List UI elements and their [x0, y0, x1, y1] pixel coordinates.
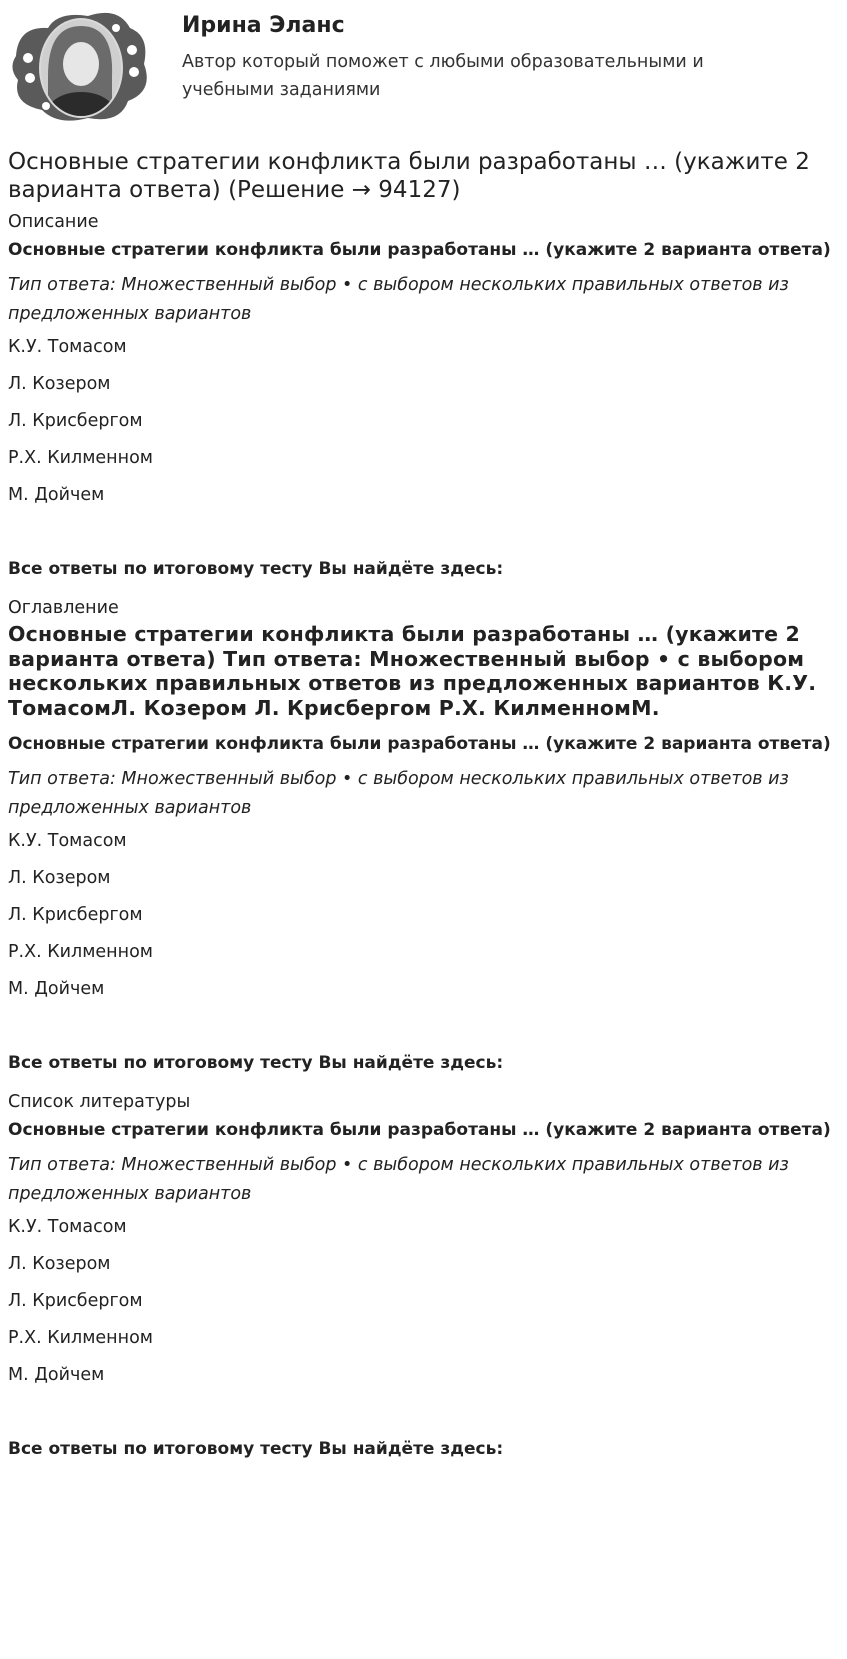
answer-option: К.У. Томасом — [8, 1217, 127, 1237]
answer-option: К.У. Томасом — [8, 337, 127, 357]
section-label: Описание — [8, 212, 99, 232]
contents-title: Основные стратегии конфликта были разработаны … (укажите 2 варианта ответа) Тип ответа: Множественный выбор • с выбором нескольких правильных ответов из предложенных вариантов К.У. ТомасомЛ. Козером Л. Крисбергом Р.Х. КилменномМ. — [8, 622, 817, 720]
section-label: Список литературы — [8, 1092, 191, 1112]
all-answers-link-text: Все ответы по итоговому тесту Вы найдёте здесь: — [8, 1053, 504, 1073]
answer-option: Л. Крисбергом — [8, 411, 143, 431]
author-name[interactable]: Ирина Эланс — [182, 13, 345, 38]
page-title: Основные стратегии конфликта были разработаны … (укажите 2 варианта ответа) (Решение → 94127) — [8, 149, 810, 203]
answer-option: М. Дойчем — [8, 1365, 105, 1385]
answer-type: Тип ответа: Множественный выбор • с выбором нескольких правильных ответов из предложенных вариантов — [8, 769, 789, 818]
author-card — [8, 0, 839, 128]
answer-option: М. Дойчем — [8, 979, 105, 999]
section-contents — [8, 596, 839, 1075]
question-text: Основные стратегии конфликта были разработаны … (укажите 2 варианта ответа) — [8, 1120, 831, 1140]
all-answers-link-text: Все ответы по итоговому тесту Вы найдёте здесь: — [8, 1439, 504, 1459]
answer-option: Л. Козером — [8, 868, 111, 888]
answer-type: Тип ответа: Множественный выбор • с выбором нескольких правильных ответов из предложенных вариантов — [8, 1155, 789, 1204]
answer-option: Р.Х. Килменном — [8, 942, 153, 962]
answer-option: М. Дойчем — [8, 485, 105, 505]
answer-option: Л. Козером — [8, 1254, 111, 1274]
section-label: Оглавление — [8, 598, 119, 618]
answer-type: Тип ответа: Множественный выбор • с выбором нескольких правильных ответов из предложенных вариантов — [8, 275, 789, 324]
section-description — [8, 210, 839, 581]
all-answers-link-text: Все ответы по итоговому тесту Вы найдёте здесь: — [8, 559, 504, 579]
author-avatar — [8, 6, 154, 126]
author-description: Автор который поможет с любыми образовательными и учебными заданиями — [182, 52, 704, 100]
answer-option: Л. Крисбергом — [8, 1291, 143, 1311]
answer-option: Л. Крисбергом — [8, 905, 143, 925]
question-text: Основные стратегии конфликта были разработаны … (укажите 2 варианта ответа) — [8, 734, 831, 754]
answer-option: Л. Козером — [8, 374, 111, 394]
answer-option: Р.Х. Килменном — [8, 1328, 153, 1348]
section-bibliography — [8, 1090, 839, 1461]
answer-option: Р.Х. Килменном — [8, 448, 153, 468]
question-text: Основные стратегии конфликта были разработаны … (укажите 2 варианта ответа) — [8, 240, 831, 260]
answer-option: К.У. Томасом — [8, 831, 127, 851]
author-info — [182, 6, 782, 104]
